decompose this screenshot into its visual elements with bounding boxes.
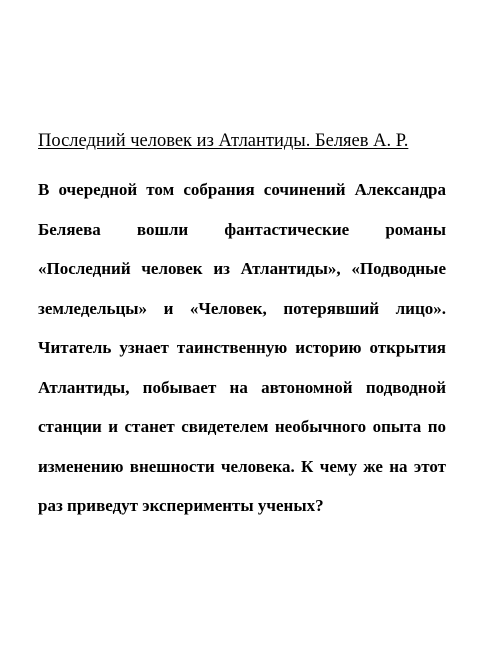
- text-line: Читатель узнает таинственную историю открытия: [38, 338, 446, 357]
- page-title: Последний человек из Атлантиды. Беляев А. Р.: [38, 131, 409, 151]
- text-line: изменению внешности человека. К чему же на этот: [38, 456, 446, 476]
- text-line: «Последний человек из Атлантиды», «Подводные: [38, 259, 446, 278]
- text-line: Беляева вошли фантастические романы: [38, 219, 446, 239]
- text-line: В очередной том собрания сочинений Александра: [38, 180, 446, 199]
- text-line: Атлантиды, побывает на автономной подводной: [38, 377, 446, 397]
- text-line: станции и станет свидетелем необычного опыта по: [38, 417, 446, 436]
- text-line: земледельцы» и «Человек, потерявший лицо».: [38, 298, 446, 318]
- text-line: раз приведут эксперименты ученых?: [38, 496, 324, 515]
- description-text: [38, 175, 446, 531]
